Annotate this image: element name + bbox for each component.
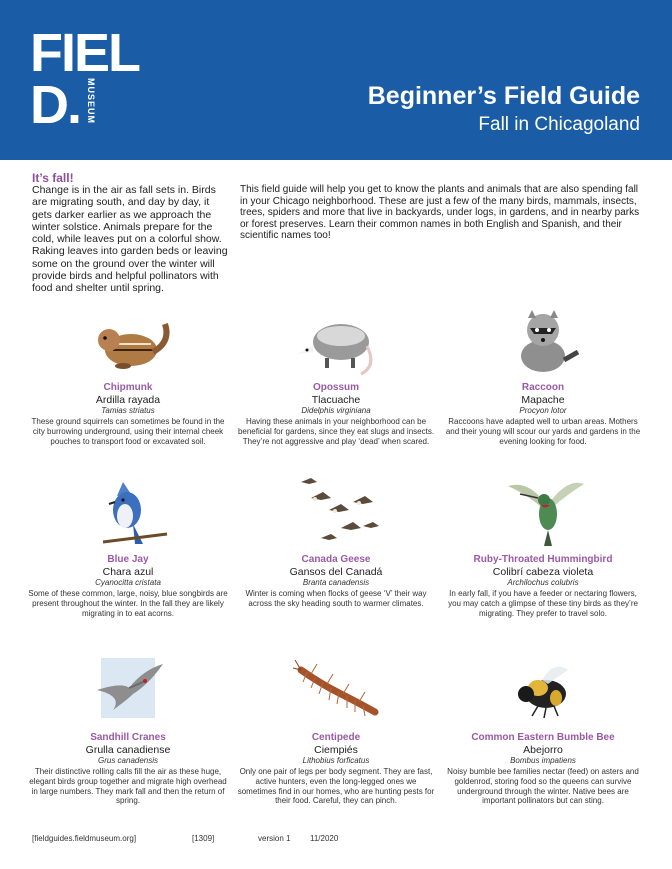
blue-jay-illustration <box>83 472 173 552</box>
species-card-chipmunk <box>28 300 228 446</box>
logo-line-2: D. <box>30 75 80 135</box>
intro-right-text: This field guide will help you get to know the plants and animals that are also spending fall in your Chicago neighborhood. These are just a few of the many birds, mammals, insects, trees, spiders and more that live in backyards, under logs, in gardens, and in nearby parks or forest preserves. Learn their common names in both English and Spanish, and their scientific names too! <box>240 184 640 242</box>
geese-illustration <box>291 472 381 552</box>
species-description: In early fall, if you have a feeder or nectaring flowers, you may catch a glimpse of these tiny birds as they’re migrating. They prefer to travel solo. <box>448 589 638 618</box>
species-name: Opossum <box>312 382 360 393</box>
footer-code: [1309] <box>192 834 215 843</box>
page-subtitle: Fall in Chicagoland <box>478 114 640 135</box>
bumble-bee-illustration <box>498 650 588 730</box>
crane-illustration <box>83 650 173 730</box>
species-scientific-name: Procyon lotor <box>519 406 567 415</box>
intro-heading: It’s fall! <box>32 171 74 185</box>
species-spanish-name: Ciempiés <box>314 744 358 756</box>
chipmunk-illustration <box>83 300 173 380</box>
species-description: Having these animals in your neighborhood can be beneficial for gardens, since they eat slugs and insects. They’re not aggressive and play ‘dead’ when scared. <box>237 417 435 446</box>
logo-museum-text: MUSEUM <box>86 78 96 124</box>
species-card-bumble-bee <box>443 650 643 806</box>
species-name: Ruby-Throated Hummingbird <box>473 554 613 565</box>
species-card-hummingbird <box>443 472 643 618</box>
species-scientific-name: Cyanocitta cristata <box>95 578 161 587</box>
species-card-blue-jay <box>28 472 228 618</box>
footer-version: version 1 <box>258 834 291 843</box>
raccoon-illustration <box>498 300 588 380</box>
footer-url: [fieldguides.fieldmuseum.org] <box>32 834 137 843</box>
species-scientific-name: Branta canadensis <box>302 578 370 587</box>
species-scientific-name: Archilochus colubris <box>507 578 579 587</box>
logo-line-1: FIEL <box>30 23 139 83</box>
species-scientific-name: Bombus impatiens <box>510 756 576 765</box>
species-card-canada-geese <box>236 472 436 609</box>
species-spanish-name: Gansos del Canadá <box>289 566 383 578</box>
species-card-opossum <box>236 300 436 446</box>
species-scientific-name: Didelphis virginiana <box>301 406 371 415</box>
species-description: Their distinctive rolling calls fill the air as these huge, elegant birds group together and migrate high overhead in large numbers. They mark fall and then the return of spring. <box>29 767 227 806</box>
species-name: Sandhill Cranes <box>90 732 166 743</box>
header-banner <box>0 0 672 160</box>
species-scientific-name: Grus canadensis <box>97 756 159 765</box>
species-spanish-name: Abejorro <box>523 744 563 756</box>
species-name: Centipede <box>311 732 361 743</box>
species-scientific-name: Lithobius forficatus <box>302 756 370 765</box>
species-card-sandhill-cranes <box>28 650 228 806</box>
species-card-centipede <box>236 650 436 806</box>
species-description: Some of these common, large, noisy, blue songbirds are present throughout the winter. In the fall they are likely migrating in to eat acorns. <box>28 589 228 618</box>
page-title: Beginner’s Field Guide <box>367 82 640 110</box>
species-name: Chipmunk <box>103 382 153 393</box>
species-spanish-name: Colibrí cabeza violeta <box>492 566 594 578</box>
field-museum-logo <box>30 23 140 135</box>
opossum-illustration <box>291 300 381 380</box>
centipede-illustration <box>291 650 381 730</box>
species-spanish-name: Mapache <box>521 394 565 406</box>
species-spanish-name: Grulla canadiense <box>85 744 171 756</box>
species-scientific-name: Tamias striatus <box>101 406 155 415</box>
species-name: Common Eastern Bumble Bee <box>471 732 615 743</box>
species-description: Winter is coming when flocks of geese ‘V’ their way across the sky heading south to warmer climates. <box>245 589 427 608</box>
species-name: Raccoon <box>521 382 565 393</box>
hummingbird-illustration <box>498 472 588 552</box>
species-card-raccoon <box>443 300 643 446</box>
footer-date: 11/2020 <box>310 834 339 843</box>
species-name: Blue Jay <box>107 554 149 565</box>
species-description: Raccoons have adapted well to urban areas. Mothers and their young will scour our yards and gardens in the evening looking for food. <box>445 417 641 446</box>
species-spanish-name: Chara azul <box>102 566 154 578</box>
species-spanish-name: Tlacuache <box>311 394 361 406</box>
species-description: These ground squirrels can sometimes be found in the city burrowing underground, using their internal cheek pouches to transport food or excavated soil. <box>31 417 225 446</box>
species-spanish-name: Ardilla rayada <box>95 394 161 406</box>
intro-left-text: Change is in the air as fall sets in. Birds are migrating south, and day by day, it gets darker earlier as we approach the winter solstice. Animals prepare for the cold, while leaves put on a colorful show. Raking leaves into garden beds or leaving some on the ground over the winter will provide birds and helpful pollinators with food and shelter until spring. <box>32 184 228 295</box>
species-description: Only one pair of legs per body segment. They are fast, active hunters, even the long-legged ones we sometimes find in our homes, who are hunting pests for their food. Careful, they can pinch. <box>237 767 435 806</box>
species-name: Canada Geese <box>301 554 371 565</box>
species-description: Noisy bumble bee families nectar (feed) on asters and goldenrod, storing food so the queens can survive underground through the winter. Native bees are important pollinators but can sting. <box>447 767 639 806</box>
